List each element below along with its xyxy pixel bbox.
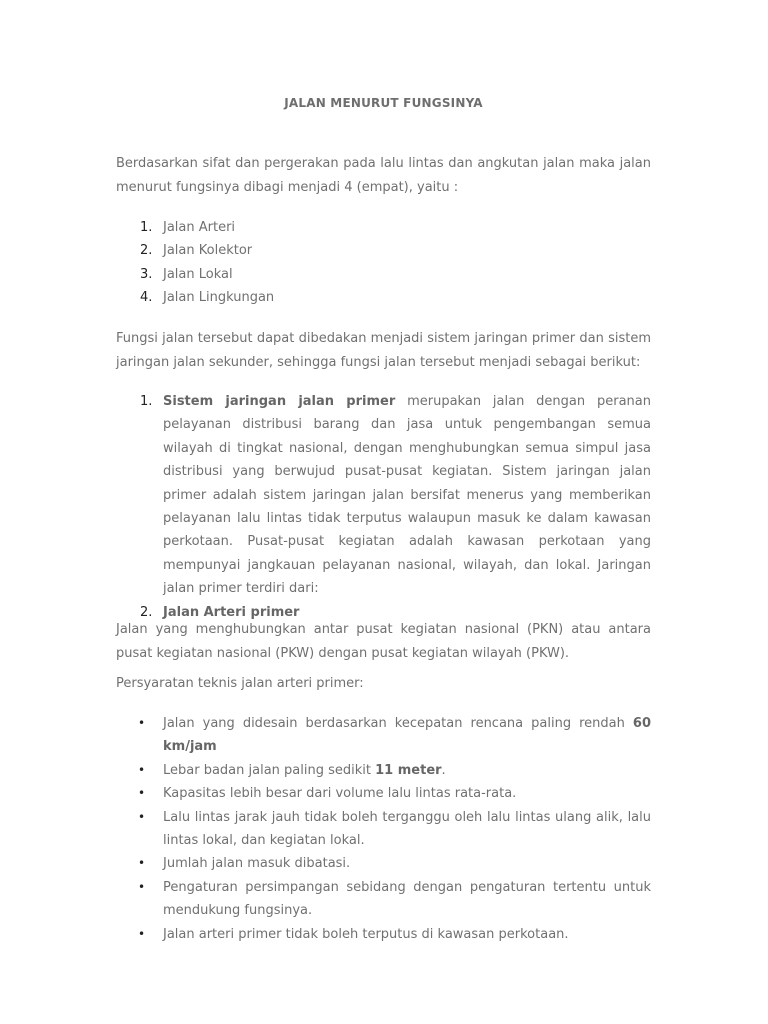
arteri-paragraph: Jalan yang menghubungkan antar pusat kegiatan nasional (PKN) atau antara pusat kegiatan nasional (PKW) dengan pusat kegiatan wilayah (PKW). [116, 622, 651, 661]
list-item [116, 239, 651, 262]
list-item [116, 923, 651, 946]
list-number: 3. [140, 266, 153, 282]
list-item [116, 876, 651, 923]
list-item-text: merupakan jalan dengan peranan pelayanan distribusi barang dan jasa untuk pengembangan semua wilayah di tingkat nasional, dengan menghubungkan semua simpul jasa distribusi yang berwujud pusat-pusat kegiatan. Sistem jaringan jalan primer adalah sistem jaringan jalan bersifat menerus yang memberikan pelayanan lalu lintas tidak terputus walaupun masuk ke dalam kawasan perkotaan. Pusat-pusat kegiatan adalah kawasan perkotaan yang mempunyai jangkauan pelayanan nasional, wilayah, dan lokal. Jaringan jalan primer terdiri dari: [163, 394, 651, 597]
requirements-list [116, 712, 651, 946]
bullet-icon: • [138, 879, 146, 894]
list-item-suffix: . [441, 762, 446, 778]
list-number: 1. [140, 394, 153, 409]
list-number: 2. [140, 604, 153, 620]
bullet-icon: • [138, 926, 146, 941]
bullet-icon: • [138, 856, 146, 871]
bold-term: Sistem jaringan jalan primer [163, 394, 396, 409]
list-item-text: Jalan Kolektor [163, 243, 253, 259]
list-item [116, 806, 651, 853]
bold-term: 60 km/jam [163, 716, 651, 755]
list-item-text: Jalan yang didesain berdasarkan kecepatan rencana paling rendah [163, 716, 633, 731]
intro-paragraph: Berdasarkan sifat dan pergerakan pada lalu lintas dan angkutan jalan maka jalan menurut fungsinya dibagi menjadi 4 (empat), yaitu : [116, 156, 651, 195]
list-item [116, 263, 651, 286]
list-item [116, 390, 651, 601]
list-item [116, 712, 651, 759]
list-item-text: Jalan Lokal [163, 266, 233, 282]
list-number: 1. [140, 220, 153, 235]
list-number: 2. [140, 243, 153, 259]
list-item-text: Lalu lintas jarak jauh tidak boleh terganggu oleh lalu lintas ulang alik, lalu lintas lokal, dan kegiatan lokal. [163, 809, 651, 849]
list-item [116, 852, 651, 875]
bold-term: Jalan Arteri primer [163, 604, 300, 620]
bullet-icon: • [138, 762, 146, 777]
list-item [116, 216, 651, 239]
page-title: JALAN MENURUT FUNGSINYA [284, 96, 483, 110]
requirements-heading: Persyaratan teknis jalan arteri primer: [116, 676, 364, 691]
bullet-icon: • [138, 716, 146, 730]
system-list [116, 390, 651, 624]
list-item [116, 759, 651, 782]
list-item-text: Jalan Lingkungan [163, 290, 275, 306]
list-item [116, 782, 651, 805]
bullet-icon: • [138, 809, 146, 824]
bullet-icon: • [138, 786, 146, 801]
list-item-text: Lebar badan jalan paling sedikit [163, 762, 376, 778]
list-item-text: Jalan arteri primer tidak boleh terputus di kawasan perkotaan. [163, 926, 569, 942]
fungsi-paragraph: Fungsi jalan tersebut dapat dibedakan menjadi sistem jaringan primer dan sistem jaringan jalan sekunder, sehingga fungsi jalan tersebut menjadi sebagai berikut: [116, 331, 651, 370]
list-number: 4. [140, 290, 153, 306]
list-item-text: Pengaturan persimpangan sebidang dengan pengaturan tertentu untuk mendukung fungsinya. [163, 879, 651, 919]
list-item [116, 286, 651, 309]
list-item-text: Jalan Arteri [163, 220, 236, 235]
bold-term: 11 meter [375, 762, 442, 778]
list-item-text: Jumlah jalan masuk dibatasi. [163, 856, 351, 872]
road-types-list [116, 216, 651, 310]
list-item-text: Kapasitas lebih besar dari volume lalu lintas rata-rata. [163, 786, 517, 802]
